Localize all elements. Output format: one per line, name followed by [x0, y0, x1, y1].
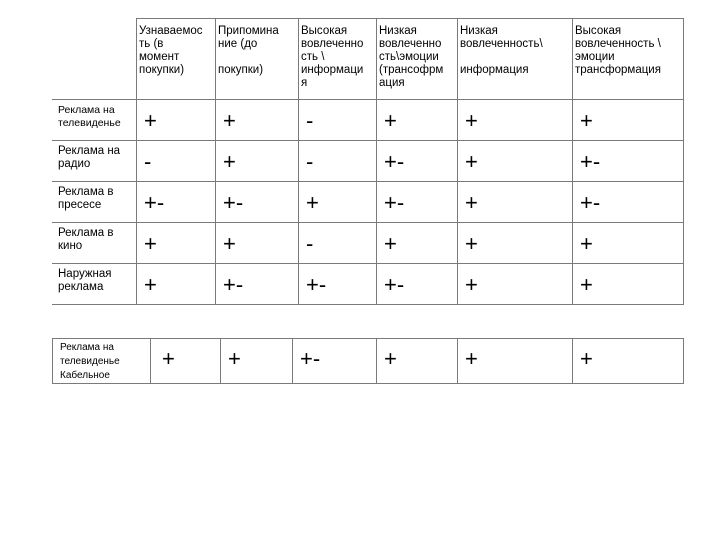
column-header: Припомина ние (до покупки): [218, 25, 279, 76]
table-cell-value: +-: [580, 149, 601, 174]
table-cell-value: +-: [300, 346, 321, 371]
table-cell-value: +: [384, 231, 397, 256]
table-cell-value: +-: [223, 272, 244, 297]
table-cell-value: +: [223, 231, 236, 256]
column-header: Узнаваемос ть (в момент покупки): [139, 25, 203, 76]
table-cell-value: -: [306, 108, 314, 133]
table-cell-value: +: [228, 346, 241, 371]
table-border-top: [52, 338, 684, 339]
table-border-right: [683, 18, 684, 304]
cable-tv-table: [52, 338, 684, 384]
table-rule: [52, 181, 684, 182]
table-cell-value: +-: [384, 272, 405, 297]
column-header: Низкая вовлеченность\ информация: [460, 25, 543, 76]
table-rule: [52, 140, 684, 141]
table-border-right: [683, 338, 684, 384]
table-cell-value: +: [580, 346, 593, 371]
column-header: Низкая вовлеченно сть\эмоции (трансофрм ация: [379, 25, 444, 89]
table-cell-value: +: [465, 108, 478, 133]
table-cell-value: +-: [306, 272, 327, 297]
table-cell-value: +: [465, 149, 478, 174]
table-cell-value: +: [465, 190, 478, 215]
table-cell-value: +: [465, 346, 478, 371]
table-cell-value: +: [580, 231, 593, 256]
table-border-bottom: [52, 383, 684, 384]
row-label: Наружная реклама: [58, 268, 112, 293]
table-cell-value: -: [306, 231, 314, 256]
table-cell-value: +: [384, 346, 397, 371]
row-label: Реклама на телевиденье Кабельное: [60, 342, 120, 381]
table-cell-value: -: [306, 149, 314, 174]
table-cell-value: +: [223, 149, 236, 174]
table-cell-value: +: [580, 108, 593, 133]
table-cell-value: +: [465, 231, 478, 256]
row-label: Реклама на телевиденье: [58, 104, 121, 129]
table-cell-value: +: [306, 190, 319, 215]
table-cell-value: +: [162, 346, 175, 371]
row-label: Реклама в кино: [58, 227, 114, 252]
table-rule: [52, 99, 684, 100]
table-cell-value: +-: [580, 190, 601, 215]
row-label: Реклама в пресесе: [58, 186, 114, 211]
table-cell-value: +: [144, 231, 157, 256]
column-header: Высокая вовлеченно сть \ информаци я: [301, 25, 364, 89]
table-cell-value: -: [144, 149, 152, 174]
table-cell-value: +: [384, 108, 397, 133]
table-cell-value: +-: [384, 190, 405, 215]
column-header: Высокая вовлеченность \ эмоции трансформация: [575, 25, 661, 76]
table-cell-value: +: [465, 272, 478, 297]
table-rule: [150, 338, 151, 384]
table-border-top: [136, 18, 684, 19]
table-cell-value: +-: [384, 149, 405, 174]
table-rule: [52, 263, 684, 264]
row-label: Реклама на радио: [58, 145, 121, 170]
table-cell-value: +: [580, 272, 593, 297]
table-cell-value: +-: [144, 190, 165, 215]
table-cell-value: +: [144, 272, 157, 297]
table-cell-value: +-: [223, 190, 244, 215]
comparison-table: [52, 18, 684, 304]
table-border-bottom: [52, 304, 684, 305]
table-cell-value: +: [144, 108, 157, 133]
table-rule: [52, 222, 684, 223]
table-cell-value: +: [223, 108, 236, 133]
